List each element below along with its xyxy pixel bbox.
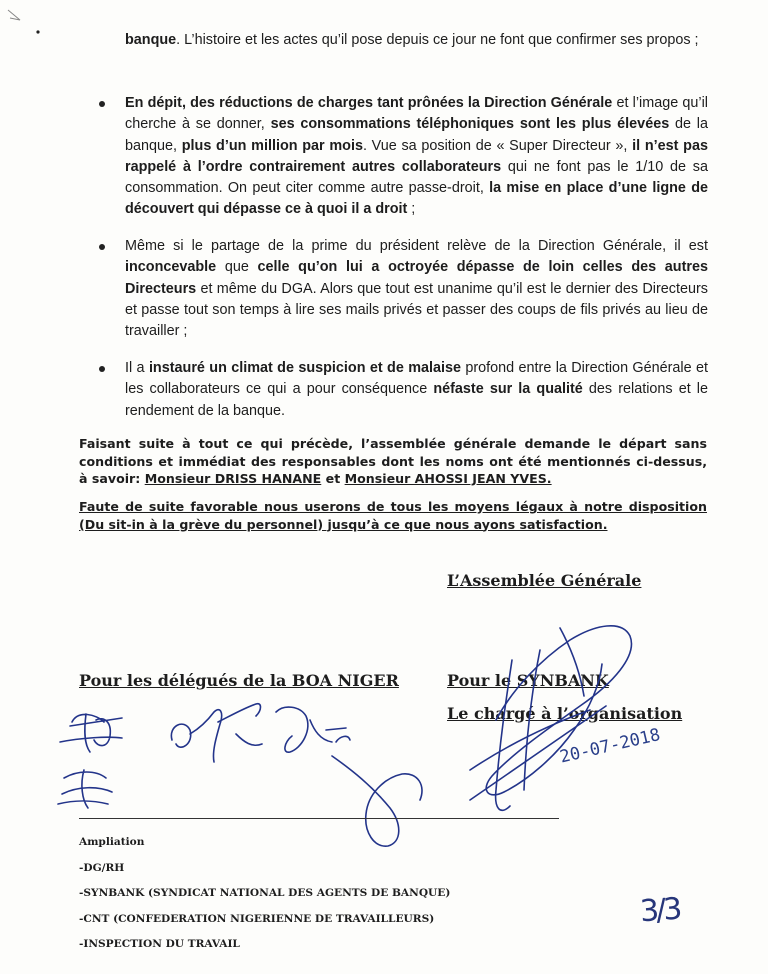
body-text: . Vue sa position de « Super Directeur », — [362, 137, 633, 154]
bullet-paragraph-1 — [125, 30, 708, 51]
body-text: qui ne font pas le 1/10 de sa consommation. On peut citer comme autre passe-droit, — [125, 158, 708, 197]
body-text: Il a — [125, 360, 149, 376]
bold-emphasis-text: banque — [125, 32, 177, 48]
body-text: et l’image qu’il cherche à se donner, — [125, 95, 709, 133]
bold-emphasis-text: plus d’un million par mois — [181, 137, 363, 154]
demand-name-2: Monsieur AHOSSI JEAN YVES. — [344, 471, 552, 486]
body-text: des relations et le rendement de la banque. — [125, 381, 708, 419]
bold-emphasis-text: inconcevable — [125, 259, 217, 276]
bold-emphasis-text: instauré un climat de suspicion et de malaise — [148, 360, 462, 376]
body-text: ; — [407, 201, 416, 218]
bullet-paragraph-2 — [125, 93, 708, 221]
officer-signature-heading: Le chargé à l’organisation — [447, 704, 683, 723]
body-text: de la banque, — [125, 116, 708, 154]
distribution-item: -DG/RH — [79, 861, 125, 874]
signature-divider — [79, 818, 559, 819]
distribution-title: Ampliation — [79, 836, 145, 848]
distribution-item: -SYNBANK (SYNDICAT NATIONAL DES AGENTS DE BANQUE) — [79, 887, 451, 900]
bullet-paragraph-3 — [125, 236, 708, 342]
demand-conjunction: et — [321, 471, 345, 486]
body-text: Même si le partage de la prime du président relève de la Direction Générale, il est — [125, 238, 708, 254]
demand-text: Faisant suite à tout ce qui précède, l’assemblée générale demande le départ sans conditions et immédiat des responsables dont les noms ont été mentionnés ci-dessus, à savoir: — [79, 436, 707, 486]
demand-paragraph — [79, 435, 707, 488]
bold-emphasis-text: néfaste sur la qualité — [433, 381, 583, 398]
warning-paragraph: Faute de suite favorable nous userons de tous les moyens légaux à notre disposition (Du sit-in à la grève du personnel) jusqu’à ce que nous ayons satisfaction. — [79, 499, 707, 532]
bold-emphasis-text: la mise en place d’une ligne de découvert qui dépasse ce à quoi il a droit — [125, 180, 708, 218]
corner-speck-mark — [6, 4, 42, 38]
distribution-item: -INSPECTION DU TRAVAIL — [79, 938, 240, 951]
handwritten-page-number: 3/3 — [638, 891, 681, 930]
bold-emphasis-text: En dépit, des réductions de charges tant prônées la Direction Générale — [125, 95, 613, 111]
handwritten-date: 20-07-2018 — [558, 724, 663, 768]
body-text: et même du DGA. Alors que tout est unanime qu’il est le dernier des Directeurs et passe tout son temps à lire ses mails privés et passer des coups de fils privés au lieu de travailler ; — [125, 280, 708, 340]
bold-emphasis-text: il n’est pas rappelé à l’ordre contrairement autres collaborateurs — [125, 137, 708, 175]
body-text: . L’histoire et les actes qu’il pose depuis ce jour ne font que confirmer ses propos ; — [176, 32, 699, 48]
bold-emphasis-text: celle qu’on lui a octroyée dépasse de loin celles des autres Directeurs — [125, 259, 708, 297]
union-signature-heading: Pour le SYNBANK — [447, 671, 609, 690]
delegates-signature-heading: Pour les délégués de la BOA NIGER — [79, 671, 399, 690]
distribution-list — [79, 830, 450, 958]
body-text: que — [216, 259, 258, 276]
body-text: profond entre la Direction Générale et les collaborateurs ce qui a pour conséquence — [125, 360, 708, 398]
distribution-item: -CNT (CONFEDERATION NIGERIENNE DE TRAVAILLEURS) — [79, 912, 435, 925]
bullet-paragraph-4 — [125, 358, 708, 422]
demand-name-1: Monsieur DRISS HANANE — [144, 471, 322, 486]
assembly-signature-heading: L’Assemblée Générale — [447, 571, 642, 590]
bold-emphasis-text: ses consommations téléphoniques sont les plus élevées — [270, 116, 670, 133]
